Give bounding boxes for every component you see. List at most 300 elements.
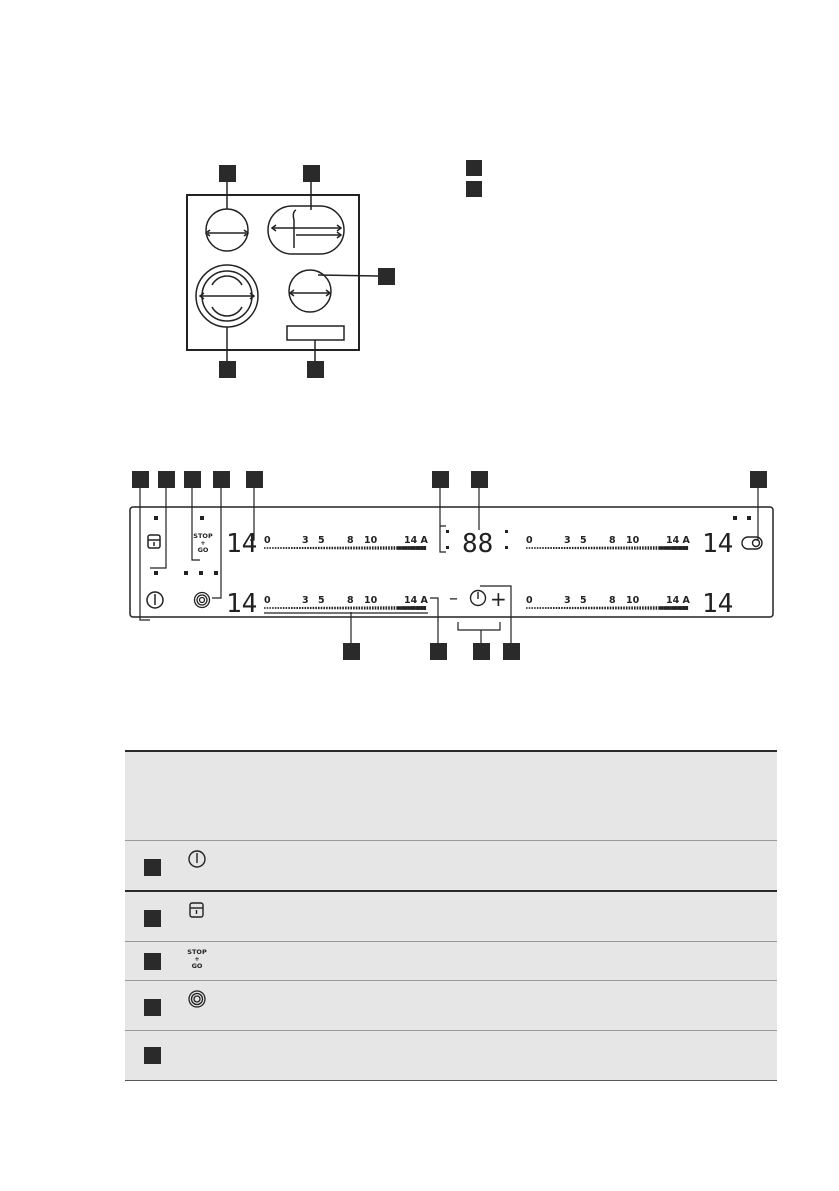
- scale-tick: [359, 547, 361, 550]
- scale-tick: [645, 606, 647, 609]
- stop-go-line1: STOP: [193, 532, 213, 540]
- zone-display: 14: [226, 589, 258, 619]
- scale-tick: [280, 607, 282, 609]
- callout-marker: [213, 471, 230, 488]
- scale-tick: [315, 547, 317, 549]
- scale-tick: [415, 606, 418, 610]
- scale-tick: [291, 547, 293, 549]
- row-number-marker: [144, 1047, 161, 1064]
- scale-tick: [553, 607, 555, 609]
- callout-marker: [750, 471, 767, 488]
- scale-tick: [607, 547, 609, 550]
- scale-tick: [369, 546, 371, 549]
- scale-label: 5: [318, 595, 325, 606]
- scale-tick: [305, 607, 307, 609]
- scale-tick: [313, 607, 315, 609]
- power-level-slider[interactable]: [526, 595, 691, 610]
- scale-tick: [634, 546, 636, 549]
- scale-tick: [626, 546, 628, 549]
- scale-tick: [666, 546, 669, 550]
- scale-tick: [386, 546, 388, 549]
- scale-label: 8: [347, 595, 354, 606]
- scale-tick: [580, 547, 582, 549]
- scale-tick: [580, 607, 582, 609]
- scale-tick: [675, 606, 678, 610]
- scale-tick: [288, 547, 290, 549]
- scale-label: 10: [626, 595, 640, 606]
- scale-label: 14 A: [666, 535, 690, 546]
- indicator-led: [200, 516, 204, 520]
- scale-tick: [683, 546, 686, 550]
- scale-tick: [556, 547, 558, 549]
- scale-tick: [323, 547, 325, 549]
- scale-tick: [340, 547, 342, 550]
- scale-tick: [596, 547, 598, 550]
- scale-tick: [653, 546, 655, 549]
- indicator-led: [747, 516, 751, 520]
- scale-tick: [410, 606, 413, 610]
- scale-tick: [323, 607, 325, 609]
- table-row: [125, 942, 777, 981]
- callout-marker: [432, 471, 449, 488]
- scale-label: 3: [564, 535, 571, 546]
- row-number-marker: [144, 953, 161, 970]
- scale-tick: [588, 547, 590, 549]
- scale-tick: [569, 607, 571, 609]
- scale-tick: [267, 547, 269, 549]
- scale-tick: [672, 606, 675, 610]
- scale-tick: [591, 607, 593, 610]
- svg-text:GO: GO: [191, 962, 203, 970]
- bridge-icon[interactable]: [195, 593, 210, 608]
- power-icon[interactable]: [147, 592, 163, 608]
- scale-tick: [299, 607, 301, 609]
- scale-tick: [332, 607, 334, 610]
- scale-tick: [299, 547, 301, 549]
- scale-tick: [648, 606, 650, 609]
- scale-tick: [561, 547, 563, 549]
- table-row: [125, 981, 777, 1031]
- scale-label: 0: [526, 595, 533, 606]
- scale-tick: [326, 547, 328, 549]
- scale-tick: [388, 546, 390, 549]
- scale-tick: [386, 606, 388, 609]
- scale-tick: [321, 547, 323, 549]
- scale-tick: [569, 547, 571, 549]
- scale-label: 8: [609, 595, 616, 606]
- scale-tick: [680, 606, 683, 610]
- scale-tick: [548, 547, 550, 549]
- callout-marker: [246, 471, 263, 488]
- scale-tick: [612, 547, 614, 550]
- timer-display: 88: [462, 529, 494, 559]
- scale-tick: [596, 607, 598, 610]
- scale-tick: [264, 607, 266, 609]
- scale-tick: [594, 547, 596, 550]
- scale-tick: [310, 607, 312, 609]
- svg-text:STOP: STOP: [187, 948, 207, 956]
- scale-tick: [286, 547, 288, 549]
- scale-label: 0: [264, 595, 271, 606]
- scale-tick: [577, 607, 579, 609]
- scale-tick: [567, 547, 569, 549]
- scale-tick: [318, 607, 320, 609]
- scale-tick: [672, 546, 675, 550]
- scale-tick: [680, 546, 683, 550]
- scale-tick: [623, 547, 625, 550]
- scale-label: 3: [564, 595, 571, 606]
- scale-tick: [377, 606, 379, 609]
- scale-tick: [413, 606, 416, 610]
- scale-tick: [310, 547, 312, 549]
- scale-tick: [621, 547, 623, 550]
- power-level-slider[interactable]: [264, 535, 429, 550]
- scale-tick: [348, 547, 350, 550]
- scale-tick: [334, 607, 336, 610]
- scale-tick: [604, 607, 606, 610]
- callout-marker: [158, 471, 175, 488]
- scale-tick: [583, 607, 585, 609]
- scale-tick: [313, 547, 315, 549]
- scale-tick: [391, 606, 393, 609]
- scale-tick: [377, 546, 379, 549]
- scale-tick: [615, 547, 617, 550]
- scale-tick: [666, 606, 669, 610]
- scale-tick: [637, 606, 639, 609]
- timer-minus-button[interactable]: –: [449, 588, 458, 609]
- row-number-marker: [144, 859, 161, 876]
- scale-tick: [602, 607, 604, 610]
- scale-tick: [307, 607, 309, 609]
- scale-tick: [291, 607, 293, 609]
- scale-tick: [329, 607, 331, 610]
- scale-tick: [402, 606, 405, 610]
- scale-tick: [367, 606, 369, 609]
- scale-tick: [399, 546, 402, 550]
- scale-tick: [572, 607, 574, 609]
- scale-tick: [683, 606, 686, 610]
- scale-tick: [639, 546, 641, 549]
- indicator-led: [184, 571, 188, 575]
- scale-tick: [421, 606, 424, 610]
- scale-tick: [367, 546, 369, 549]
- scale-tick: [631, 606, 633, 609]
- scale-tick: [656, 546, 658, 550]
- scale-tick: [423, 546, 426, 550]
- svg-text:+: +: [194, 955, 200, 963]
- scale-tick: [604, 547, 606, 550]
- scale-tick: [278, 547, 280, 549]
- scale-tick: [356, 547, 358, 550]
- indicator-led: [214, 571, 218, 575]
- scale-tick: [396, 606, 399, 610]
- scale-tick: [677, 546, 680, 550]
- scale-tick: [283, 607, 285, 609]
- callout-marker: [184, 471, 201, 488]
- scale-tick: [537, 607, 539, 609]
- scale-tick: [612, 607, 614, 610]
- scale-tick: [356, 607, 358, 610]
- scale-tick: [685, 606, 688, 610]
- scale-tick: [564, 547, 566, 549]
- scale-tick: [410, 546, 413, 550]
- scale-tick: [561, 607, 563, 609]
- scale-tick: [534, 547, 536, 549]
- scale-tick: [350, 547, 352, 550]
- power-level-slider[interactable]: [264, 595, 429, 613]
- scale-tick: [653, 606, 655, 609]
- scale-tick: [269, 607, 271, 609]
- scale-label: 8: [609, 535, 616, 546]
- scale-tick: [650, 606, 652, 609]
- scale-tick: [526, 547, 528, 549]
- scale-tick: [345, 607, 347, 610]
- scale-tick: [278, 607, 280, 609]
- scale-tick: [658, 606, 661, 610]
- stop-go-line3: GO: [197, 546, 209, 554]
- scale-tick: [269, 547, 271, 549]
- scale-tick: [537, 547, 539, 549]
- power-icon: [187, 849, 207, 869]
- scale-tick: [556, 607, 558, 609]
- scale-tick: [375, 606, 377, 609]
- scale-tick: [318, 547, 320, 549]
- scale-tick: [407, 606, 410, 610]
- scale-tick: [631, 546, 633, 549]
- scale-tick: [588, 607, 590, 609]
- scale-tick: [272, 607, 274, 609]
- callout-marker: [471, 471, 488, 488]
- indicator-led: [154, 571, 158, 575]
- scale-tick: [629, 546, 631, 549]
- scale-tick: [337, 547, 339, 550]
- scale-tick: [391, 546, 393, 549]
- scale-tick: [648, 546, 650, 549]
- indicator-led: [199, 571, 203, 575]
- scale-label: 3: [302, 595, 309, 606]
- scale-tick: [634, 606, 636, 609]
- scale-tick: [599, 547, 601, 550]
- callout-marker: [503, 643, 520, 660]
- scale-tick: [372, 606, 374, 609]
- scale-tick: [305, 547, 307, 549]
- scale-tick: [615, 607, 617, 610]
- scale-tick: [610, 607, 612, 610]
- scale-tick: [639, 606, 641, 609]
- scale-tick: [283, 547, 285, 549]
- scale-tick: [621, 607, 623, 610]
- zone-display: 14: [702, 589, 734, 619]
- scale-tick: [364, 546, 366, 549]
- scale-tick: [340, 607, 342, 610]
- table-header: [125, 750, 777, 841]
- scale-tick: [664, 606, 667, 610]
- scale-tick: [553, 547, 555, 549]
- scale-tick: [296, 547, 298, 549]
- scale-tick: [642, 546, 644, 549]
- scale-tick: [404, 606, 407, 610]
- scale-tick: [529, 607, 531, 609]
- scale-tick: [321, 607, 323, 609]
- scale-tick: [550, 607, 552, 609]
- scale-tick: [618, 547, 620, 550]
- scale-tick: [661, 606, 664, 610]
- scale-tick: [618, 607, 620, 610]
- scale-tick: [645, 546, 647, 549]
- scale-tick: [531, 607, 533, 609]
- scale-label: 0: [526, 535, 533, 546]
- scale-tick: [294, 547, 296, 549]
- scale-tick: [575, 607, 577, 609]
- scale-label: 14 A: [404, 535, 428, 546]
- scale-label: 14 A: [404, 595, 428, 606]
- scale-tick: [585, 607, 587, 609]
- scale-tick: [650, 546, 652, 549]
- scale-tick: [421, 546, 424, 550]
- scale-tick: [591, 547, 593, 550]
- scale-tick: [415, 546, 418, 550]
- scale-tick: [272, 547, 274, 549]
- scale-tick: [369, 606, 371, 609]
- scale-tick: [286, 607, 288, 609]
- scale-tick: [542, 607, 544, 609]
- row-number-marker: [144, 999, 161, 1016]
- scale-tick: [294, 607, 296, 609]
- scale-tick: [531, 547, 533, 549]
- scale-tick: [675, 546, 678, 550]
- scale-tick: [342, 547, 344, 550]
- scale-label: 5: [318, 535, 325, 546]
- scale-tick: [626, 606, 628, 609]
- controls-table: [125, 750, 777, 1081]
- scale-tick: [685, 546, 688, 550]
- table-row: [125, 841, 777, 892]
- row-number-marker: [144, 910, 161, 927]
- scale-tick: [583, 547, 585, 549]
- scale-tick: [267, 607, 269, 609]
- scale-tick: [275, 547, 277, 549]
- scale-tick: [334, 547, 336, 550]
- scale-tick: [418, 546, 421, 550]
- toggle-icon[interactable]: [742, 537, 762, 549]
- scale-tick: [296, 607, 298, 609]
- scale-tick: [529, 547, 531, 549]
- bridge-icon: [187, 989, 207, 1009]
- scale-tick: [594, 607, 596, 610]
- scale-tick: [380, 546, 382, 549]
- scale-tick: [413, 546, 416, 550]
- scale-tick: [664, 546, 667, 550]
- scale-tick: [577, 547, 579, 549]
- callout-marker: [473, 643, 490, 660]
- scale-tick: [280, 547, 282, 549]
- scale-tick: [337, 607, 339, 610]
- scale-tick: [564, 607, 566, 609]
- lock-icon[interactable]: [148, 535, 160, 548]
- scale-tick: [637, 546, 639, 549]
- scale-tick: [540, 607, 542, 609]
- scale-tick: [383, 606, 385, 609]
- scale-tick: [342, 607, 344, 610]
- scale-tick: [602, 547, 604, 550]
- callout-marker: [430, 643, 447, 660]
- scale-tick: [399, 606, 402, 610]
- scale-tick: [380, 606, 382, 609]
- scale-label: 10: [626, 535, 640, 546]
- scale-tick: [361, 547, 363, 550]
- scale-tick: [394, 546, 396, 550]
- scale-label: 0: [264, 535, 271, 546]
- scale-tick: [661, 546, 664, 550]
- scale-tick: [585, 547, 587, 549]
- scale-label: 8: [347, 535, 354, 546]
- stop-go-icon[interactable]: [193, 532, 213, 554]
- callout-marker: [343, 643, 360, 660]
- timer-plus-button[interactable]: +: [490, 587, 507, 611]
- scale-tick: [629, 606, 631, 609]
- scale-tick: [540, 547, 542, 549]
- scale-tick: [418, 606, 421, 610]
- scale-label: 5: [580, 595, 587, 606]
- stop-go-icon: [185, 947, 209, 973]
- scale-label: 14 A: [666, 595, 690, 606]
- scale-tick: [669, 546, 672, 550]
- scale-tick: [526, 607, 528, 609]
- scale-tick: [558, 607, 560, 609]
- scale-label: 5: [580, 535, 587, 546]
- scale-tick: [599, 607, 601, 610]
- scale-tick: [275, 607, 277, 609]
- scale-tick: [534, 607, 536, 609]
- scale-tick: [332, 547, 334, 550]
- scale-tick: [375, 546, 377, 549]
- scale-tick: [545, 607, 547, 609]
- scale-tick: [567, 607, 569, 609]
- scale-tick: [423, 606, 426, 610]
- scale-tick: [353, 547, 355, 550]
- scale-tick: [642, 606, 644, 609]
- zone-display: 14: [702, 529, 734, 559]
- scale-label: 10: [364, 595, 378, 606]
- scale-tick: [677, 606, 680, 610]
- scale-tick: [372, 546, 374, 549]
- indicator-led: [154, 516, 158, 520]
- power-level-slider[interactable]: [526, 535, 691, 550]
- scale-tick: [572, 547, 574, 549]
- indicator-led: [733, 516, 737, 520]
- scale-tick: [345, 547, 347, 550]
- scale-tick: [264, 547, 266, 549]
- scale-tick: [402, 546, 405, 550]
- scale-tick: [350, 607, 352, 610]
- scale-tick: [404, 546, 407, 550]
- scale-tick: [545, 547, 547, 549]
- scale-tick: [359, 607, 361, 610]
- scale-tick: [394, 606, 396, 610]
- scale-tick: [407, 546, 410, 550]
- scale-tick: [623, 607, 625, 610]
- scale-tick: [548, 607, 550, 609]
- table-row: [125, 892, 777, 942]
- callout-marker: [132, 471, 149, 488]
- scale-tick: [353, 607, 355, 610]
- scale-tick: [307, 547, 309, 549]
- scale-tick: [364, 606, 366, 609]
- scale-tick: [658, 546, 661, 550]
- scale-tick: [610, 547, 612, 550]
- scale-tick: [607, 607, 609, 610]
- lock-icon: [187, 900, 207, 920]
